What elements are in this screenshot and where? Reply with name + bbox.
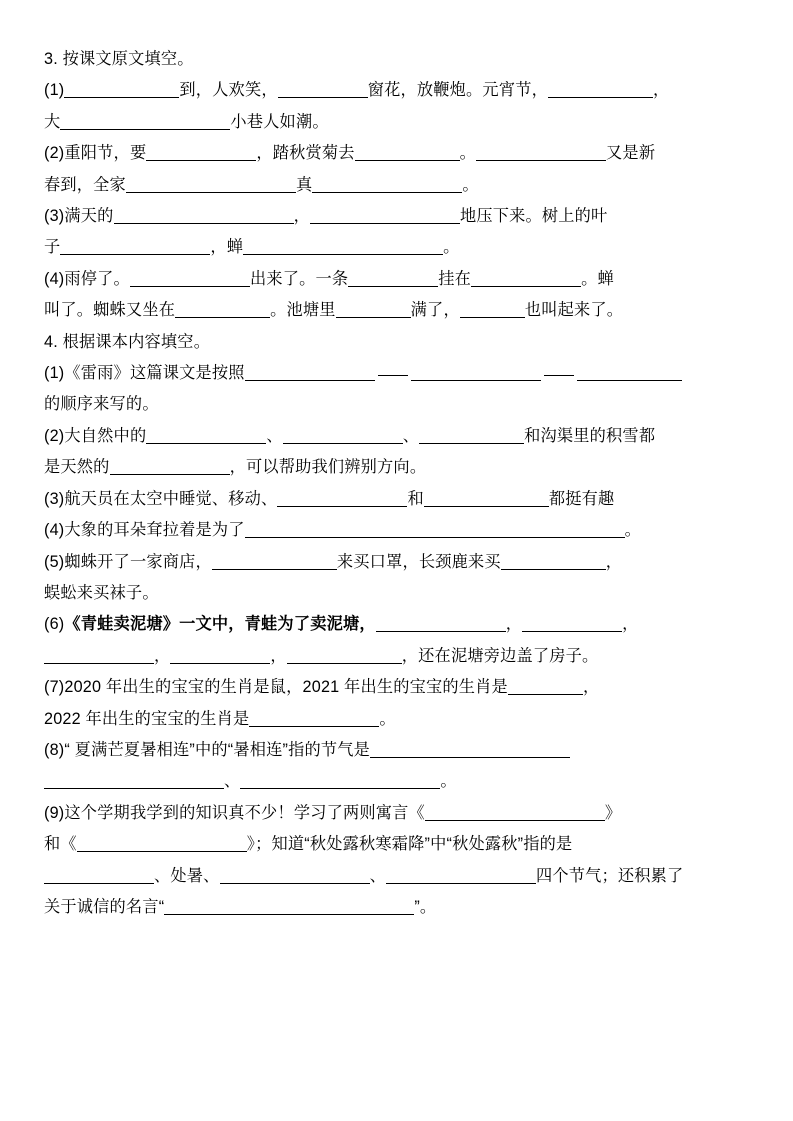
- text-run: 和《: [44, 835, 77, 854]
- document-body: [44, 44, 749, 923]
- text-run: ，: [293, 207, 310, 226]
- text-run: 、: [369, 866, 386, 885]
- answer-blank[interactable]: [310, 207, 460, 224]
- answer-blank[interactable]: [424, 490, 549, 507]
- question-3-3: [44, 201, 749, 264]
- text-run: 2020 年出生的宝宝的生肖是鼠，2021 年出生的宝宝的生肖是: [64, 678, 508, 697]
- item-number: (9): [44, 803, 65, 822]
- answer-blank[interactable]: [164, 898, 414, 915]
- text-run: 、: [224, 772, 241, 791]
- text-run: 蜘蛛开了一家商店，: [64, 552, 212, 571]
- text-run: 的顺序来写的。: [44, 395, 159, 414]
- question-4-4: [44, 515, 749, 546]
- answer-blank[interactable]: [411, 364, 541, 381]
- answer-blank[interactable]: [522, 615, 622, 632]
- text-run: 。: [459, 144, 477, 163]
- answer-blank[interactable]: [476, 144, 606, 161]
- text-run: 、处暑、: [154, 866, 220, 885]
- answer-blank[interactable]: [130, 270, 250, 287]
- text-run: 。: [440, 772, 457, 791]
- answer-blank[interactable]: [283, 427, 403, 444]
- answer-blank[interactable]: [245, 521, 625, 538]
- answer-blank[interactable]: [460, 301, 525, 318]
- question-3-2: [44, 138, 749, 201]
- text-run: ，: [505, 615, 523, 634]
- text-run: 大象的耳朵耷拉着是为了: [64, 521, 245, 540]
- text-run: 。: [462, 175, 479, 194]
- answer-blank[interactable]: [501, 553, 606, 570]
- answer-blank[interactable]: [278, 81, 368, 98]
- question-4-5: [44, 547, 749, 610]
- answer-blank[interactable]: [548, 81, 653, 98]
- text-run: 春到，全家: [44, 175, 126, 194]
- item-number: (3): [44, 489, 65, 508]
- answer-blank[interactable]: [355, 144, 460, 161]
- answer-blank[interactable]: [386, 867, 536, 884]
- text-run: 又是新: [606, 144, 656, 163]
- text-run: 蜈蚣来买袜子。: [44, 583, 159, 602]
- arrow-dash: [378, 364, 408, 376]
- text-run: 重阳节，要: [64, 144, 147, 163]
- text-run: ，: [582, 678, 600, 697]
- text-run: 》: [604, 803, 622, 822]
- answer-blank[interactable]: [126, 176, 296, 193]
- answer-blank[interactable]: [44, 772, 224, 789]
- text-run: 这个学期我学到的知识真不少！学习了两则寓言《: [64, 803, 425, 822]
- text-run: 航天员在太空中睡觉、移动、: [64, 489, 278, 508]
- answer-blank[interactable]: [114, 207, 294, 224]
- text-run: 窗花，放鞭炮。元宵节，: [367, 81, 548, 100]
- text-run: ，: [270, 646, 287, 665]
- text-run: 出来了。一条: [249, 269, 349, 288]
- text-run: ，还在泥塘旁边盖了房子。: [401, 646, 599, 665]
- text-run: ，可以帮助我们辨别方向。: [229, 458, 427, 477]
- answer-blank[interactable]: [312, 176, 462, 193]
- answer-blank[interactable]: [44, 647, 154, 664]
- text-run: 满了，: [410, 301, 460, 320]
- answer-blank[interactable]: [110, 458, 230, 475]
- answer-blank[interactable]: [146, 427, 266, 444]
- text-run: 和: [407, 489, 424, 508]
- answer-blank[interactable]: [170, 647, 270, 664]
- item-number: (2): [44, 426, 65, 445]
- answer-blank[interactable]: [348, 270, 438, 287]
- answer-blank[interactable]: [175, 301, 270, 318]
- item-number: (5): [44, 552, 65, 571]
- question-4-7: [44, 672, 749, 735]
- text-run: 《雷雨》这篇课文是按照: [64, 364, 245, 383]
- text-run: ，: [605, 552, 623, 571]
- answer-blank[interactable]: [577, 364, 682, 381]
- answer-blank[interactable]: [60, 113, 230, 130]
- question-4-1: [44, 358, 749, 421]
- answer-blank[interactable]: [376, 615, 506, 632]
- section-heading-4: 4. 根据课本内容填空。: [44, 332, 211, 351]
- text-run: 2022 年出生的宝宝的生肖是: [44, 709, 250, 728]
- item-number: (3): [44, 207, 65, 226]
- text-run: 大自然中的: [64, 426, 147, 445]
- text-run: 》；知道“秋处露秋寒霜降”中“秋处露秋”指的是: [246, 835, 573, 854]
- text-run: 。: [379, 709, 396, 728]
- answer-blank[interactable]: [212, 553, 337, 570]
- question-4-9: [44, 798, 749, 924]
- text-run: “ 夏满芒夏暑相连”中的“暑相连”指的节气是: [64, 740, 371, 759]
- text-run: ”。: [414, 897, 437, 916]
- text-run: 。池塘里: [270, 301, 336, 320]
- text-run: 叫了。蜘蛛又坐在: [44, 301, 176, 320]
- item-number: (4): [44, 521, 65, 540]
- answer-blank[interactable]: [60, 238, 210, 255]
- question-3-4: [44, 264, 749, 327]
- item-number: (1): [44, 364, 65, 383]
- answer-blank[interactable]: [44, 867, 154, 884]
- text-run: 、: [266, 426, 283, 445]
- answer-blank[interactable]: [425, 804, 605, 821]
- text-run: 大: [44, 112, 61, 131]
- answer-blank[interactable]: [471, 270, 581, 287]
- text-run: 。: [443, 238, 460, 257]
- answer-blank[interactable]: [146, 144, 256, 161]
- answer-blank[interactable]: [508, 678, 583, 695]
- item-number: (1): [44, 81, 65, 100]
- text-run: 地压下来。树上的叶: [459, 207, 608, 226]
- question-4-8: [44, 735, 749, 798]
- answer-blank[interactable]: [370, 741, 570, 758]
- question-3-1: [44, 75, 749, 138]
- text-run: ，蝉: [210, 238, 244, 257]
- answer-blank[interactable]: [336, 301, 411, 318]
- item-number: (2): [44, 144, 65, 163]
- answer-blank[interactable]: [277, 490, 407, 507]
- text-run: 是天然的: [44, 458, 110, 477]
- answer-blank[interactable]: [419, 427, 524, 444]
- text-run: 到，人欢笑，: [179, 81, 278, 100]
- answer-blank[interactable]: [245, 364, 375, 381]
- item-number: (7): [44, 678, 65, 697]
- answer-blank[interactable]: [243, 238, 443, 255]
- text-run: ，: [652, 81, 670, 100]
- text-run: 也叫起来了。: [524, 301, 624, 320]
- text-run: 雨停了。: [64, 269, 130, 288]
- question-4-3: [44, 484, 749, 515]
- text-run: 。蝉: [581, 269, 614, 288]
- text-run: ，: [622, 615, 639, 634]
- question-4-6: [44, 609, 749, 672]
- text-run: 挂在: [438, 269, 472, 288]
- answer-blank[interactable]: [287, 647, 402, 664]
- answer-blank[interactable]: [77, 835, 247, 852]
- answer-blank[interactable]: [240, 772, 440, 789]
- text-run: ，: [154, 646, 171, 665]
- text-run: 都挺有趣: [548, 489, 615, 508]
- text-run: 关于诚信的名言“: [44, 897, 165, 916]
- text-run: 《青蛙卖泥塘》一文中，青蛙为了卖泥塘，: [64, 615, 376, 634]
- text-run: 来买口罩，长颈鹿来买: [336, 552, 501, 571]
- text-run: 子: [44, 238, 61, 257]
- text-run: 小巷人如潮。: [230, 112, 329, 131]
- item-number: (8): [44, 740, 65, 759]
- section-heading-3: 3. 按课文原文填空。: [44, 50, 194, 68]
- text-run: 真: [295, 175, 313, 194]
- text-run: 和沟渠里的积雪都: [524, 426, 656, 445]
- answer-blank[interactable]: [249, 710, 379, 727]
- text-run: ，踏秋赏菊去: [256, 144, 355, 163]
- text-run: 、: [402, 426, 420, 445]
- answer-blank[interactable]: [220, 867, 370, 884]
- text-run: 四个节气；还积累了: [535, 866, 684, 885]
- answer-blank[interactable]: [64, 81, 179, 98]
- text-run: 满天的: [64, 207, 114, 226]
- item-number: (4): [44, 269, 65, 288]
- arrow-dash: [544, 364, 574, 376]
- text-run: 。: [624, 521, 642, 540]
- question-4-2: [44, 421, 749, 484]
- item-number: (6): [44, 615, 65, 634]
